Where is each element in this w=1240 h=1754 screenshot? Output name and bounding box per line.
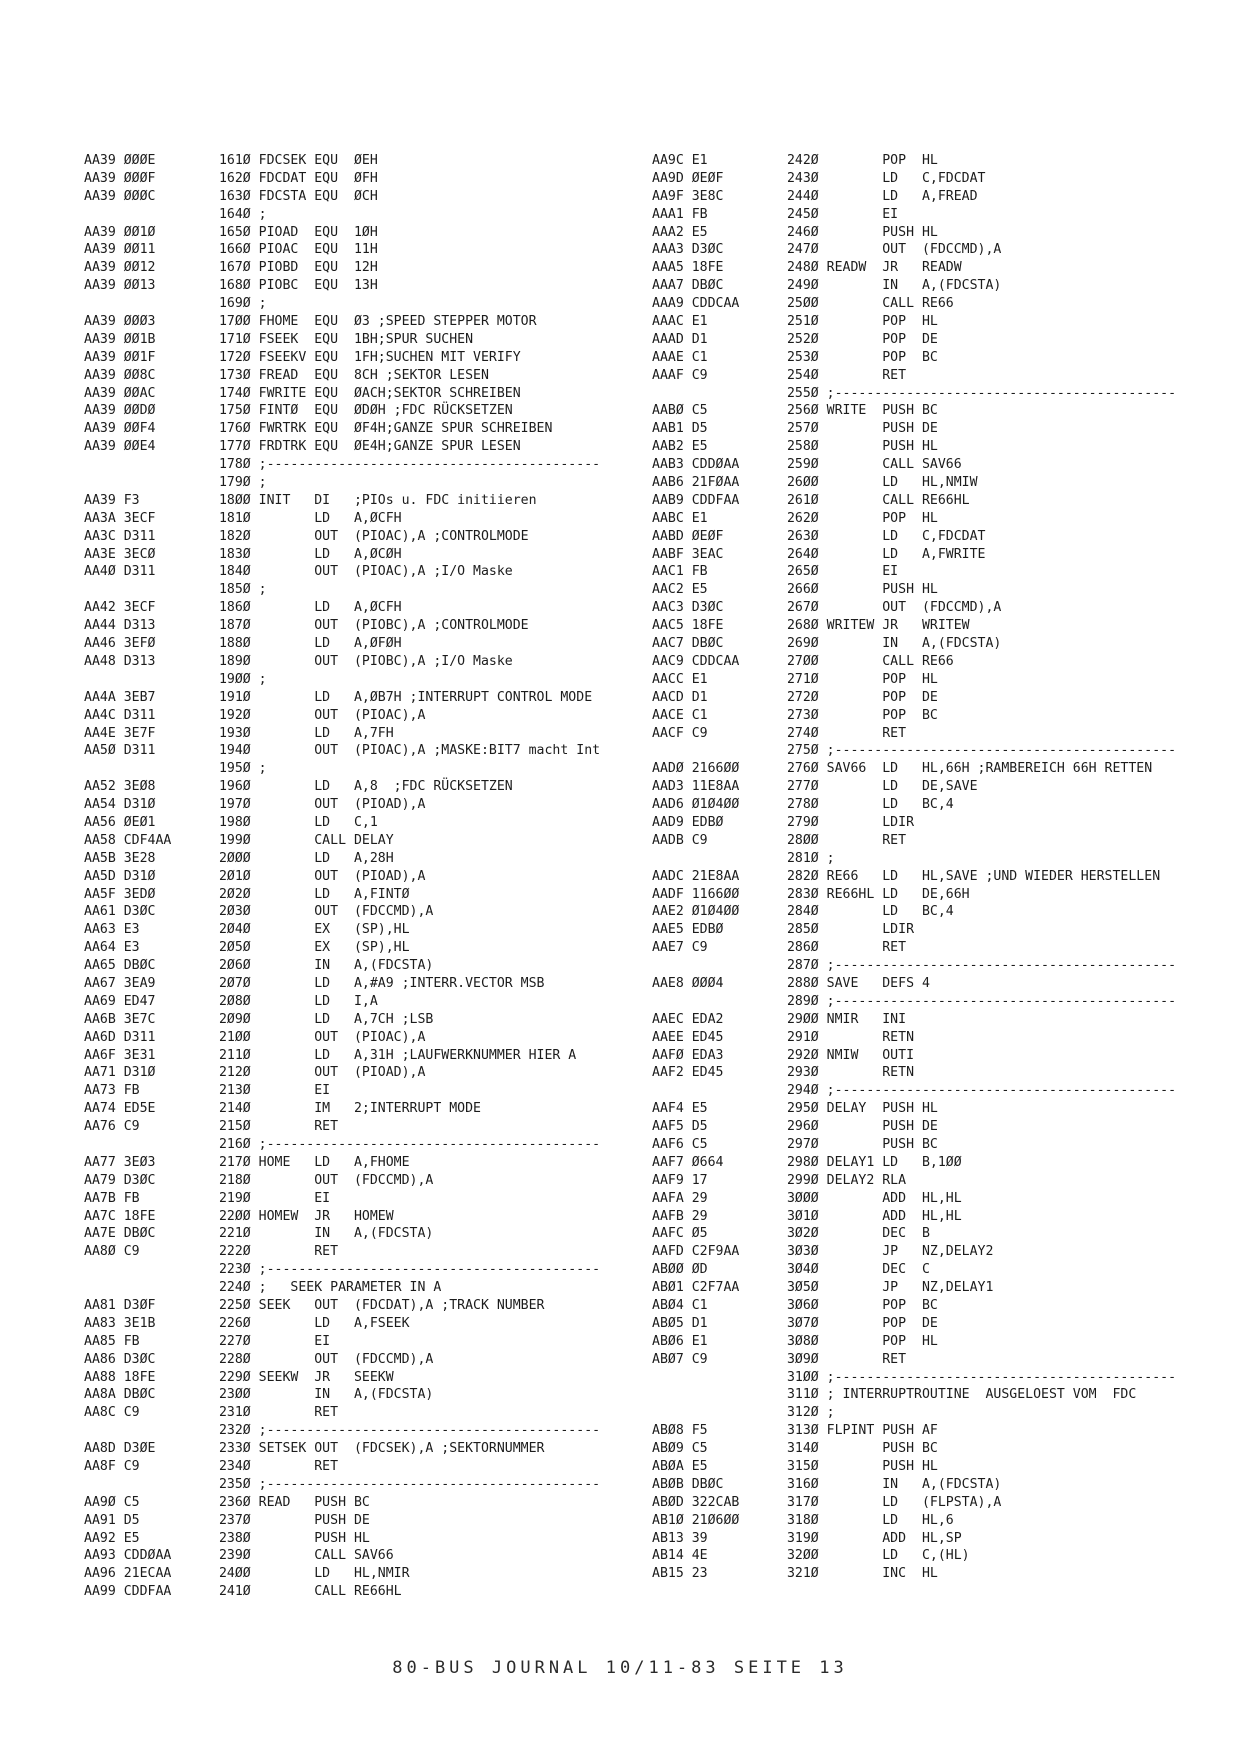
code-line: AABD ØEØF 263Ø LD C,FDCDAT <box>652 528 986 544</box>
code-line: AA85 FB 227Ø EI <box>84 1333 331 1349</box>
code-line: 224Ø ; SEEK PARAMETER IN A <box>84 1280 442 1296</box>
code-line: AB1Ø 21Ø6ØØ 318Ø LD HL,6 <box>652 1512 954 1528</box>
code-line: AA77 3EØ3 217Ø HOME LD A,FHOME <box>84 1154 410 1170</box>
code-line: AABØ C5 256Ø WRITE PUSH BC <box>652 403 938 419</box>
code-line: AA63 E3 2Ø4Ø EX (SP),HL <box>84 922 410 938</box>
code-line: AA39 ØØE4 177Ø FRDTRK EQU ØE4H;GANZE SPUR LESEN <box>84 439 521 455</box>
code-line: 223Ø ;------------------------------------------ <box>84 1262 601 1278</box>
code-line: 185Ø ; <box>84 582 267 598</box>
code-line: AA8A DBØC 23ØØ IN A,(FDCSTA) <box>84 1387 434 1403</box>
code-line: AAEE ED45 291Ø RETN <box>652 1029 915 1045</box>
code-line: AA6D D311 21ØØ OUT (PIOAC),A <box>84 1029 426 1045</box>
code-line: AA74 ED5E 214Ø IM 2;INTERRUPT MODE <box>84 1101 481 1117</box>
code-line: AAD9 EDBØ 279Ø LDIR <box>652 814 915 830</box>
code-line: AA5B 3E28 2ØØØ LD A,28H <box>84 850 394 866</box>
code-line: AA52 3EØ8 196Ø LD A,8 ;FDC RÜCKSETZEN <box>84 779 513 795</box>
code-line: AA39 ØØDØ 175Ø FINTØ EQU ØDØH ;FDC RÜCKSETZEN <box>84 403 513 419</box>
code-line: AA39 F3 18ØØ INIT DI ;PIOs u. FDC initiieren <box>84 492 537 508</box>
code-line: 164Ø ; <box>84 206 267 222</box>
code-line: 179Ø ; <box>84 475 267 491</box>
code-line: 178Ø ;------------------------------------------ <box>84 457 601 473</box>
code-line: AA93 CDDØAA 239Ø CALL SAV66 <box>84 1548 394 1564</box>
code-line: AAD6 Ø1Ø4ØØ 278Ø LD BC,4 <box>652 797 954 813</box>
code-line: ABØ1 C2F7AA 3Ø5Ø JP NZ,DELAY1 <box>652 1280 994 1296</box>
code-line: AA39 ØØ1F 172Ø FSEEKV EQU 1FH;SUCHEN MIT VERIFY <box>84 349 521 365</box>
code-line: ABØB DBØC 316Ø IN A,(FDCSTA) <box>652 1476 1002 1492</box>
code-line: AADC 21E8AA 282Ø RE66 LD HL,SAVE ;UND WIEDER HERSTELLEN <box>652 868 1161 884</box>
code-line: AB13 39 319Ø ADD HL,SP <box>652 1530 962 1546</box>
code-line: AA3E 3ECØ 183Ø LD A,ØCØH <box>84 546 402 562</box>
code-line: AA42 3ECF 186Ø LD A,ØCFH <box>84 600 402 616</box>
code-line: AACE C1 273Ø POP BC <box>652 707 938 723</box>
code-line: AA39 ØØAC 174Ø FWRITE EQU ØACH;SEKTOR SCHREIBEN <box>84 385 521 401</box>
code-line: AA39 ØØ12 167Ø PIOBD EQU 12H <box>84 260 378 276</box>
code-line: ABØ6 E1 3Ø8Ø POP HL <box>652 1333 938 1349</box>
code-line: AA9C E1 242Ø POP HL <box>652 153 938 168</box>
code-line: 169Ø ; <box>84 296 267 312</box>
code-line: AA44 D313 187Ø OUT (PIOBC),A ;CONTROLMODE <box>84 618 529 634</box>
code-line: AAFD C2F9AA 3Ø3Ø JP NZ,DELAY2 <box>652 1244 994 1260</box>
code-line: AB14 4E 32ØØ LD C,(HL) <box>652 1548 970 1564</box>
code-line: AAF9 17 299Ø DELAY2 RLA <box>652 1172 907 1188</box>
code-line: AAF4 E5 295Ø DELAY PUSH HL <box>652 1101 938 1117</box>
code-line: 311Ø ; INTERRUPTROUTINE AUSGELOEST VOM FDC <box>652 1387 1137 1403</box>
code-line: AADØ 2166ØØ 276Ø SAV66 LD HL,66H ;RAMBEREICH 66H RETTEN <box>652 761 1153 777</box>
code-line: AA8D D3ØE 233Ø SETSEK OUT (FDCSEK),A ;SEKTORNUMMER <box>84 1441 545 1457</box>
code-line: AAE8 ØØØ4 288Ø SAVE DEFS 4 <box>652 975 930 991</box>
code-line: 235Ø ;------------------------------------------ <box>84 1476 601 1492</box>
code-line: AA39 ØØ1Ø 165Ø PIOAD EQU 1ØH <box>84 224 378 240</box>
code-line: AAC9 CDDCAA 27ØØ CALL RE66 <box>652 653 954 669</box>
code-line: AA92 E5 238Ø PUSH HL <box>84 1530 370 1546</box>
code-line: AAE2 Ø1Ø4ØØ 284Ø LD BC,4 <box>652 904 954 920</box>
code-line: AA91 D5 237Ø PUSH DE <box>84 1512 370 1528</box>
code-line: AAA9 CDDCAA 25ØØ CALL RE66 <box>652 296 954 312</box>
code-line: 31ØØ ;------------------------------------------- <box>652 1369 1177 1385</box>
code-line: AADF 1166ØØ 283Ø RE66HL LD DE,66H <box>652 886 970 902</box>
code-line: AA56 ØEØ1 198Ø LD C,1 <box>84 814 378 830</box>
code-line: AA79 D3ØC 218Ø OUT (FDCCMD),A <box>84 1172 434 1188</box>
code-line: AA6B 3E7C 2Ø9Ø LD A,7CH ;LSB <box>84 1011 434 1027</box>
code-line: AAF2 ED45 293Ø RETN <box>652 1065 915 1081</box>
code-line: 195Ø ; <box>84 761 267 777</box>
code-line: AAAD D1 252Ø POP DE <box>652 331 938 347</box>
code-line: AAA2 E5 246Ø PUSH HL <box>652 224 938 240</box>
code-line: AA39 ØØF4 176Ø FWRTRK EQU ØF4H;GANZE SPUR SCHREIBEN <box>84 421 553 437</box>
code-line: 287Ø ;------------------------------------------- <box>652 958 1177 974</box>
code-line: AAAE C1 253Ø POP BC <box>652 349 938 365</box>
code-line: AAF5 D5 296Ø PUSH DE <box>652 1119 938 1135</box>
code-line: AA39 ØØ11 166Ø PIOAC EQU 11H <box>84 242 378 258</box>
code-line: AA64 E3 2Ø5Ø EX (SP),HL <box>84 940 410 956</box>
page-footer: 80-BUS JOURNAL 10/11-83 SEITE 13 <box>392 1658 848 1678</box>
code-line: AAB6 21FØAA 26ØØ LD HL,NMIW <box>652 475 978 491</box>
code-line: AABC E1 262Ø POP HL <box>652 510 938 526</box>
code-line: AA39 ØØ1B 171Ø FSEEK EQU 1BH;SPUR SUCHEN <box>84 331 474 347</box>
code-line: AA58 CDF4AA 199Ø CALL DELAY <box>84 832 394 848</box>
code-line: AACF C9 274Ø RET <box>652 725 907 741</box>
code-line: AA9D ØEØF 243Ø LD C,FDCDAT <box>652 170 986 186</box>
code-line: AAFØ EDA3 292Ø NMIW OUTI <box>652 1047 915 1063</box>
code-line: AA6F 3E31 211Ø LD A,31H ;LAUFWERKNUMMER HIER A <box>84 1047 577 1063</box>
code-line: AA76 C9 215Ø RET <box>84 1119 339 1135</box>
code-line: AAF7 Ø664 298Ø DELAY1 LD B,1ØØ <box>652 1154 962 1170</box>
code-line: AA3C D311 182Ø OUT (PIOAC),A ;CONTROLMODE <box>84 528 529 544</box>
code-line: AAFC Ø5 3Ø2Ø DEC B <box>652 1226 930 1242</box>
listing-left-column <box>84 152 600 1601</box>
code-line: AAAC E1 251Ø POP HL <box>652 314 938 330</box>
code-line: AA3A 3ECF 181Ø LD A,ØCFH <box>84 510 402 526</box>
code-line: AA46 3EFØ 188Ø LD A,ØFØH <box>84 636 402 652</box>
code-line: 232Ø ;------------------------------------------ <box>84 1423 601 1439</box>
code-line: 289Ø ;------------------------------------------- <box>652 993 1177 1009</box>
code-line: AA5F 3EDØ 2Ø2Ø LD A,FINTØ <box>84 886 410 902</box>
code-line: AA8F C9 234Ø RET <box>84 1459 339 1475</box>
code-line: AA54 D31Ø 197Ø OUT (PIOAD),A <box>84 797 426 813</box>
code-line: 275Ø ;------------------------------------------- <box>652 743 1177 759</box>
code-line: AA99 CDDFAA 241Ø CALL RE66HL <box>84 1584 402 1600</box>
code-line: AAB2 E5 258Ø PUSH HL <box>652 439 938 455</box>
code-line: ABØ4 C1 3Ø6Ø POP BC <box>652 1298 938 1313</box>
code-line: AA8C C9 231Ø RET <box>84 1405 339 1421</box>
code-line: AA4C D311 192Ø OUT (PIOAC),A <box>84 707 426 723</box>
code-line: 312Ø ; <box>652 1405 835 1421</box>
code-line: AB15 23 321Ø INC HL <box>652 1566 938 1582</box>
code-line: AA96 21ECAA 24ØØ LD HL,NMIR <box>84 1566 410 1582</box>
code-line: AAAF C9 254Ø RET <box>652 367 907 383</box>
code-line: AAD3 11E8AA 277Ø LD DE,SAVE <box>652 779 978 795</box>
code-line: AA7B FB 219Ø EI <box>84 1190 331 1206</box>
code-line: AA7C 18FE 22ØØ HOMEW JR HOMEW <box>84 1208 394 1224</box>
code-line: AAC3 D3ØC 267Ø OUT (FDCCMD),A <box>652 600 1002 616</box>
code-line: AAF6 C5 297Ø PUSH BC <box>652 1136 938 1152</box>
code-line: AAFA 29 3ØØØ ADD HL,HL <box>652 1190 962 1206</box>
code-line: AA86 D3ØC 228Ø OUT (FDCCMD),A <box>84 1351 434 1367</box>
code-line: AAA5 18FE 248Ø READW JR READW <box>652 260 962 276</box>
code-line: AA9Ø C5 236Ø READ PUSH BC <box>84 1494 370 1510</box>
code-line: AA7E DBØC 221Ø IN A,(FDCSTA) <box>84 1226 434 1242</box>
code-line: AA61 D3ØC 2Ø3Ø OUT (FDCCMD),A <box>84 904 434 920</box>
code-line: AAA7 DBØC 249Ø IN A,(FDCSTA) <box>652 278 1002 294</box>
code-line: 281Ø ; <box>652 850 835 866</box>
code-line: AADB C9 28ØØ RET <box>652 832 907 848</box>
code-line: AAA3 D3ØC 247Ø OUT (FDCCMD),A <box>652 242 1002 258</box>
listing-right-column <box>652 152 1176 1583</box>
code-line: AAC7 DBØC 269Ø IN A,(FDCSTA) <box>652 636 1002 652</box>
code-line: AA48 D313 189Ø OUT (PIOBC),A ;I/O Maske <box>84 653 513 669</box>
code-line: AA39 ØØØC 163Ø FDCSTA EQU ØCH <box>84 188 378 204</box>
code-line: AAB3 CDDØAA 259Ø CALL SAV66 <box>652 457 962 473</box>
code-line: ABØ7 C9 3Ø9Ø RET <box>652 1351 907 1367</box>
code-line: AAA1 FB 245Ø EI <box>652 206 899 222</box>
code-line: 255Ø ;------------------------------------------- <box>652 385 1177 401</box>
code-line: AA4A 3EB7 191Ø LD A,ØB7H ;INTERRUPT CONTROL MODE <box>84 689 593 705</box>
code-line: AA73 FB 213Ø EI <box>84 1083 331 1099</box>
code-line: ABØ5 D1 3Ø7Ø POP DE <box>652 1315 938 1331</box>
code-line: AA8Ø C9 222Ø RET <box>84 1244 339 1260</box>
code-line: AAB1 D5 257Ø PUSH DE <box>652 421 938 437</box>
code-line: AA39 ØØØ3 17ØØ FHOME EQU Ø3 ;SPEED STEPPER MOTOR <box>84 314 537 330</box>
code-line: ABØ8 F5 313Ø FLPINT PUSH AF <box>652 1423 938 1439</box>
code-line: AA39 ØØØE 161Ø FDCSEK EQU ØEH <box>84 153 378 168</box>
code-line: ABØ9 C5 314Ø PUSH BC <box>652 1441 938 1457</box>
code-line: AAC5 18FE 268Ø WRITEW JR WRITEW <box>652 618 970 634</box>
code-line: AAE7 C9 286Ø RET <box>652 940 907 956</box>
code-line: AABF 3EAC 264Ø LD A,FWRITE <box>652 546 986 562</box>
code-line: 294Ø ;------------------------------------------- <box>652 1083 1177 1099</box>
code-line: AACD D1 272Ø POP DE <box>652 689 938 705</box>
code-line: ABØD 322CAB 317Ø LD (FLPSTA),A <box>652 1494 1002 1510</box>
code-line: AA39 ØØØF 162Ø FDCDAT EQU ØFH <box>84 170 378 186</box>
code-line: AA67 3EA9 2Ø7Ø LD A,#A9 ;INTERR.VECTOR MSB <box>84 975 545 991</box>
code-line: ABØA E5 315Ø PUSH HL <box>652 1459 938 1475</box>
code-line: AACC E1 271Ø POP HL <box>652 671 938 687</box>
code-line: AA5Ø D311 194Ø OUT (PIOAC),A ;MASKE:BIT7 macht Int <box>84 743 601 759</box>
code-line: AA83 3E1B 226Ø LD A,FSEEK <box>84 1315 410 1331</box>
code-line: AA39 ØØ8C 173Ø FREAD EQU 8CH ;SEKTOR LESEN <box>84 367 489 383</box>
code-line: AA71 D31Ø 212Ø OUT (PIOAD),A <box>84 1065 426 1081</box>
code-line: AA88 18FE 229Ø SEEKW JR SEEKW <box>84 1369 394 1385</box>
code-line: AAFB 29 3Ø1Ø ADD HL,HL <box>652 1208 962 1224</box>
code-line: AAB9 CDDFAA 261Ø CALL RE66HL <box>652 492 970 508</box>
code-line: AA39 ØØ13 168Ø PIOBC EQU 13H <box>84 278 378 294</box>
code-line: 216Ø ;------------------------------------------ <box>84 1136 601 1152</box>
code-line: AAC2 E5 266Ø PUSH HL <box>652 582 938 598</box>
code-line: AA4Ø D311 184Ø OUT (PIOAC),A ;I/O Maske <box>84 564 513 580</box>
code-line: ABØØ ØD 3Ø4Ø DEC C <box>652 1262 930 1278</box>
code-line: AAE5 EDBØ 285Ø LDIR <box>652 922 915 938</box>
code-line: AA9F 3E8C 244Ø LD A,FREAD <box>652 188 978 204</box>
code-line: AA4E 3E7F 193Ø LD A,7FH <box>84 725 394 741</box>
code-line: AAC1 FB 265Ø EI <box>652 564 899 580</box>
code-line: 19ØØ ; <box>84 671 267 687</box>
code-line: AA5D D31Ø 2Ø1Ø OUT (PIOAD),A <box>84 868 426 884</box>
code-line: AA65 DBØC 2Ø6Ø IN A,(FDCSTA) <box>84 958 434 974</box>
code-line: AA81 D3ØF 225Ø SEEK OUT (FDCDAT),A ;TRACK NUMBER <box>84 1298 545 1313</box>
code-line: AA69 ED47 2Ø8Ø LD I,A <box>84 993 378 1009</box>
code-line: AAEC EDA2 29ØØ NMIR INI <box>652 1011 907 1027</box>
